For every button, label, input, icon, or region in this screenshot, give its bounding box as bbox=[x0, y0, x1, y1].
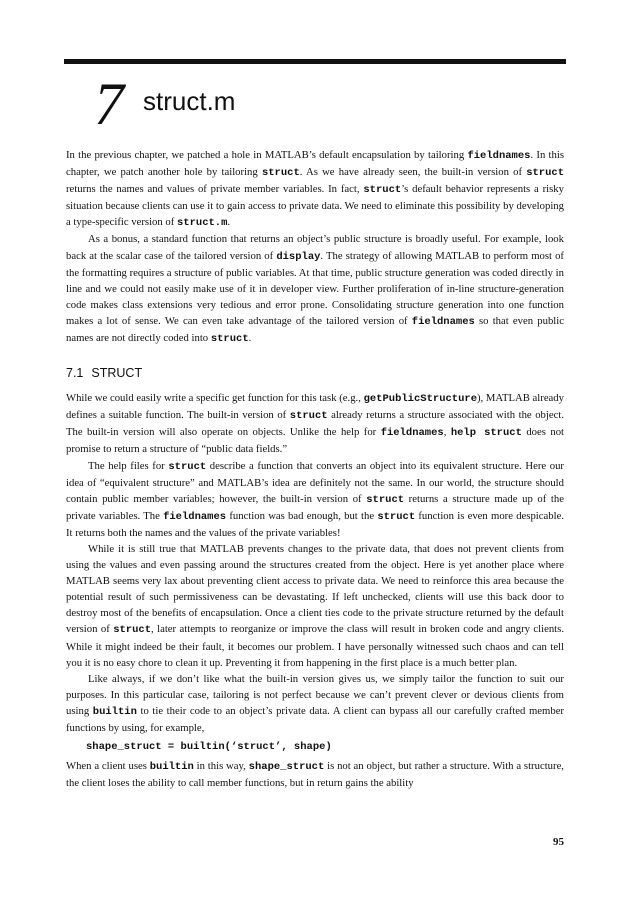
section-title: STRUCT bbox=[91, 366, 143, 381]
inline-code: struct bbox=[526, 167, 564, 180]
inline-code: builtin bbox=[149, 761, 194, 774]
inline-code: shape_struct bbox=[248, 761, 325, 774]
page-number: 95 bbox=[553, 836, 564, 848]
inline-code: struct bbox=[366, 493, 405, 506]
section-paragraph-1: While we could easily write a specific get function for this task (e.g., getPublicStructure), MATLAB already defines a suitable function. The built-in version of struct already returns a structure associated with the object. The built-in version will also operate on objects. Unlike the help for fieldnames, help struct does not promise to return a structure of “public data fields.” bbox=[66, 392, 565, 456]
inline-code: builtin bbox=[92, 705, 137, 718]
intro-paragraph-1: In the previous chapter, we patched a hole in MATLAB’s default encapsulation by tailoring fieldnames. In this chapter, we patch another hole by tailoring struct. As we have already seen, the built-in version of struct returns the names and values of private member variables. In fact, struct’s default behavior represents a risky situation because clients can use it to gain access to private data. We need to eliminate this possibility by developing a type-specific version of struct.m. bbox=[66, 149, 564, 230]
inline-code: fieldnames bbox=[467, 150, 531, 162]
inline-code: struct bbox=[210, 333, 249, 346]
inline-code: struct bbox=[261, 167, 300, 180]
inline-code: struct bbox=[168, 460, 207, 473]
inline-code: struct bbox=[363, 184, 402, 197]
code-example: shape_struct = builtin(‘struct’, shape) bbox=[86, 741, 332, 754]
section-paragraph-4: Like always, if we don’t like what the built-in version gives us, we simply tailor the function to suit our purposes. In this particular case, tailoring is not perfect because we can’t prevent clever or devious clients from using builtin to tie their code to an object’s private data. A client can bypass all our carefully crafted member functions by using, for example, bbox=[66, 672, 564, 734]
inline-code: struct bbox=[289, 410, 328, 423]
section-paragraph-2: The help files for struct describe a function that converts an object into its equivalent structure. Here our idea of “equivalent structure” and MATLAB’s idea are definitely not the same. In our world, the structure should contain public member variables; however, the built-in version of struct returns a structure made up of the private variables. The fieldnames function was bad enough, but the struct function is even more despicable. It returns both the names and the values of the private variables! bbox=[66, 459, 564, 539]
inline-code: help struct bbox=[450, 427, 522, 440]
chapter-title: struct.m bbox=[143, 86, 236, 116]
section-number: 7.1 bbox=[66, 366, 84, 381]
inline-code: fieldnames bbox=[380, 427, 444, 440]
intro-paragraph-2: As a bonus, a standard function that returns an object’s public structure is broadly useful. For example, look back at the scalar case of the tailored version of display. The strategy of allowing MATLAB to perform most of the formatting requires a structure of public variables. At that time, public structure generation was coded directly in line and we could not easily make use of it in developer view. Further proliferation of in-line structure-generation code makes class extensions very tedious and error prone. Consolidating structure generation into one function makes a lot of sense. We can even take advantage of the tailored version of fieldnames so that even public names are not directly coded into struct. bbox=[66, 233, 564, 346]
inline-code: struct bbox=[377, 510, 416, 523]
page-body bbox=[66, 147, 564, 791]
inline-code: getPublicStructure bbox=[363, 393, 477, 406]
inline-code: struct.m bbox=[177, 217, 228, 230]
section-paragraph-3: While it is still true that MATLAB prevents changes to the private data, that does not prevent clients from using the values and even passing around the structures created from the object. Here is yet another place where MATLAB seems very lax about preventing client access to private data. We need to reinforce this area because the potential result of such permissiveness can be devastating. If left unchecked, clients will use this back door to destroy most of the benefits of encapsulation. Once a client ties code to the private structure returned by the default version of struct, later attempts to reorganize or improve the class will result in broken code and angry clients. While it might indeed be their fault, it becomes our problem. I have personally witnessed such chaos and can tell you it is no easy chore to clean it up. Preventing it from happening in the first place is a much better plan. bbox=[66, 542, 564, 669]
inline-code: display bbox=[276, 250, 321, 263]
chapter-top-rule bbox=[64, 59, 566, 64]
inline-code: fieldnames bbox=[411, 315, 475, 328]
inline-code: struct bbox=[113, 624, 152, 637]
inline-code: fieldnames bbox=[163, 510, 227, 523]
section-heading bbox=[66, 364, 564, 382]
section-paragraph-5: When a client uses builtin in this way, shape_struct is not an object, but rather a structure. With a structure, the client loses the ability to call member functions, but in return gains the ability bbox=[66, 760, 564, 790]
chapter-number: 7 bbox=[94, 71, 124, 137]
